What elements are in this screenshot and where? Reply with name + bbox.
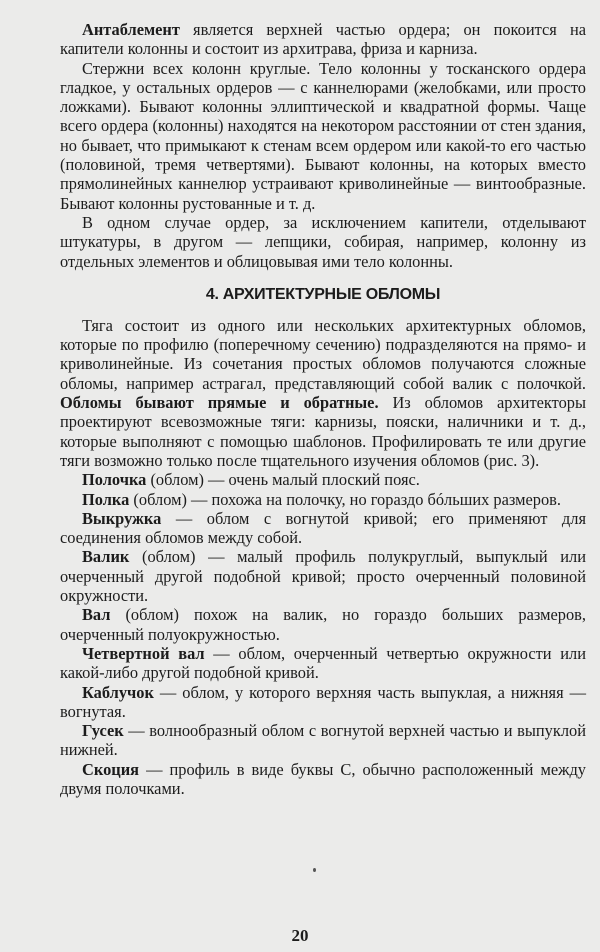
definition-item (60, 509, 586, 548)
definition-text: (облом) — похожа на полочку, но гораздо бóльших размеров. (129, 489, 561, 509)
term: Валик (82, 547, 130, 567)
definition-item (60, 605, 586, 644)
page-body (60, 20, 586, 798)
definition-item (60, 644, 586, 683)
paragraph-text: В одном случае ордер, за исключением капители, отделывают штукатуры, в другом — лепщики, собирая, например, колонну из отдельных элементов и облицовывая ими тело колонны. (60, 212, 586, 271)
term: Выкружка (82, 508, 162, 528)
section-heading: 4. АРХИТЕКТУРНЫЕ ОБЛОМЫ (205, 285, 441, 303)
definition-text: (облом) похож на валик, но гораздо больших размеров, очерченный полуокружностью. (60, 605, 586, 644)
definition-text: — облом, у которого верхняя часть выпуклая, а нижняя — вогнутая. (60, 682, 586, 721)
definition-item (60, 490, 586, 509)
definition-text: — профиль в виде буквы С, обычно расположенный между двумя полочками. (60, 759, 586, 798)
definition-item (60, 470, 586, 489)
term: Скоция (82, 759, 140, 779)
definition-text: — облом с вогнутой кривой; его применяют для соединения обломов между собой. (60, 508, 586, 548)
definition-text: — волнообразный облом с вогнутой верхней частью и выпуклой нижней. (60, 721, 586, 760)
paragraph-entablature (60, 20, 586, 59)
term: Вал (82, 605, 111, 625)
page-number: 20 (291, 926, 309, 945)
definition-item (60, 760, 586, 799)
definition-text: (облом) — малый профиль полукруглый, выпуклый или очерченный другой подобной кривой; просто очерченный половиной окружности. (60, 547, 586, 606)
paragraph-text: Тяга состоит из одного или нескольких архитектурных обломов, которые по профилю (поперечному сечению) подразделяются на прямо- и криволинейные. Из сочетания простых обломов получаются сложные обломы, например астрагал, представляющий собой валик с полочкой. (60, 315, 586, 393)
term: Каблучок (82, 682, 154, 702)
paragraph-text: Из обломов архитекторы проектируют всевозможные тяги: карнизы, пояски, наличники и т. д., которые выполняют с помощью шаблонов. Профилировать те или другие тяги возможно только после тщательного изучения обломов (рис. 3). (60, 393, 586, 470)
paragraph-column-shafts (60, 59, 586, 213)
definition-item (60, 683, 586, 722)
term: Гусек (82, 721, 124, 741)
bold-statement: Обломы бывают прямые и обратные. (60, 393, 379, 413)
paragraph-intro (60, 316, 586, 470)
paragraph-order-finishing (60, 213, 586, 271)
definition-item (60, 547, 586, 605)
paragraph-text: является верхней частью ордера; он покоится на капители колонны и состоит из архитрава, фриза и карниза. (60, 20, 586, 59)
definition-text: — облом, очерченный четвертью окружности или какой-либо другой подобной кривой. (60, 643, 586, 683)
definition-item (60, 721, 586, 760)
term: Полка (82, 489, 130, 509)
term: Антаблемент (82, 20, 180, 39)
paragraph-text: Стержни всех колонн круглые. Тело колонны у тосканского ордера гладкое, у остальных ордеров — с каннелюрами (желобками, или просто ложками). Бывают колонны эллиптической и квадратной формы. Чаще всего ордера (колонны) находятся на некотором расстоянии от стен здания, но бывает, что примыкают к стенам всем ордером или какой-то его частью (половиной, тремя четвертями). Бывают колонны, на которых вместо прямолинейных каннелюр устраивают криволинейные — винтообразные. Бывают колонны рустованные и т. д. (60, 58, 586, 213)
term: Четвертной вал (82, 643, 205, 663)
term: Полочка (82, 470, 147, 490)
definition-text: (облом) — очень малый плоский пояс. (146, 470, 420, 490)
scan-speck (313, 868, 316, 872)
